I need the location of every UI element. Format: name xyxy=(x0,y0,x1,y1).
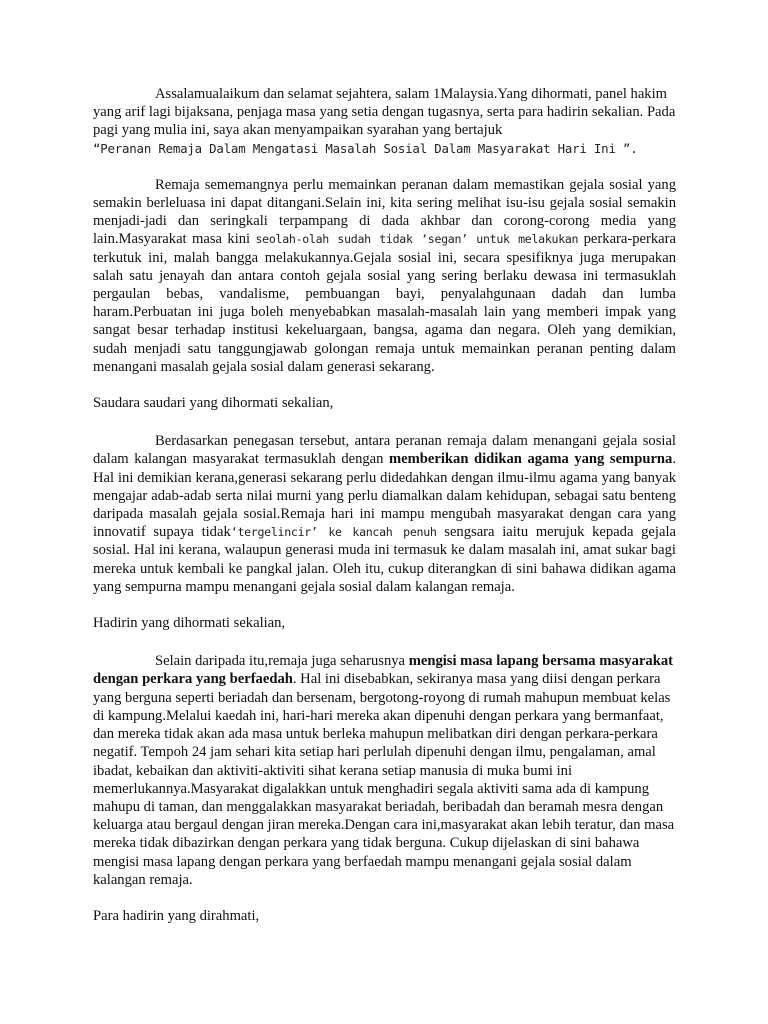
paragraph-didikan-text-c: ‘tergelincir’ ke kancah penuh xyxy=(230,525,437,540)
opening-paragraph xyxy=(93,85,676,158)
speech-title: “Peranan Remaja Dalam Mengatasi Masalah Sosial Dalam Masyarakat Hari Ini ”. xyxy=(93,140,638,156)
paragraph-didikan-text-d: sengsara iaitu merujuk kepada gejala sosial. Hal ini kerana, walaupun generasi muda ini termasuk ke dalam masalah ini, amat sukar bagi mereka untuk kembali ke pangkal jalan. Oleh itu, cukup diterangkan di sini bahawa didikan agama yang sempurna mampu menangani gejala sosial dalam kalangan remaja. xyxy=(93,524,676,595)
paragraph-remaja-text-b: seolah-olah sudah tidak ‘segan’ untuk melakukan xyxy=(255,232,579,247)
paragraph-didikan-text-a: Berdasarkan penegasan tersebut, antara peranan remaja dalam menangani gejala sosial dalam kalangan masyarakat termasuklah dengan xyxy=(93,433,676,468)
salutation-para-hadirin: Para hadirin yang dirahmati, xyxy=(93,907,260,924)
opening-text: Assalamualaikum dan selamat sejahtera, salam 1Malaysia.Yang dihormati, panel hakim yang arif lagi bijaksana, penjaga masa yang setia dengan tugasnya, serta para hadirin sekalian. Pada pagi yang mulia ini, saya akan menyampaikan syarahan yang bertajuk xyxy=(93,86,676,139)
paragraph-masa-text-a: Selain daripada itu,remaja juga seharusnya xyxy=(155,653,409,670)
paragraph-masa-text-b: . Hal ini disebabkan, sekiranya masa yang diisi dengan perkara yang berguna seperti beriadah dan bersenam, bergotong-royong di rumah mahupun membuat kelas di kampung.Melalui kaedah ini, hari-hari mereka akan dipenuhi dengan perkara yang bermanfaat, dan mereka tidak akan ada masa untuk berleka mahupun melibatkan diri dengan perkara-perkara negatif. Tempoh 24 jam sehari kita setiap hari perlulah dipenuhi dengan ilmu, pengalaman, amal ibadat, kebaikan dan aktiviti-aktiviti sihat kerana setiap manusia di muka bumi ini memerlukannya.Masyarakat digalakkan untuk menghadiri segala aktiviti sama ada di kampung mahupu di taman, dan menggalakkan masyarakat beriadah, beribadah dan beramah mesra dengan keluarga atau bergaul dengan jiran mereka.Dengan cara ini,masyarakat akan lebih teratur, dan masa mereka tidak dibazirkan dengan perkara yang tidak berguna. Cukup dijelaskan di sini bahawa mengisi masa lapang dengan perkara yang berfaedah mampu menangani gejala sosial dalam kalangan remaja. xyxy=(93,671,675,888)
paragraph-didikan-bold: memberikan didikan agama yang sempurna xyxy=(389,451,673,468)
paragraph-masa-lapang xyxy=(93,652,676,889)
document-page xyxy=(93,85,676,943)
paragraph-remaja-text-a: Remaja sememangnya perlu memainkan peranan dalam memastikan gejala sosial yang semakin berleluasa ini dapat ditangani.Selain ini, kita sering melihat isu-isu gejala sosial semakin menjadi-jadi dan seringkali terpampang di dada akhbar dan corong-corong media yang lain.Masyarakat masa kini xyxy=(93,176,676,248)
salutation-hadirin: Hadirin yang dihormati sekalian, xyxy=(93,615,286,632)
paragraph-remaja xyxy=(93,176,676,376)
paragraph-masa-bold: mengisi masa lapang bersama masyarakat dengan perkara yang berfaedah xyxy=(93,653,673,688)
paragraph-didikan-text-b: . Hal ini demikian kerana,generasi sekarang perlu didedahkan dengan ilmu-ilmu agama yang banyak mengajar adab-adab serta nilai murni yang perlu diamalkan dalam kehidupan, sebagai satu benteng daripada masalah gejala sosial.Remaja hari ini mampu mengubah masyarakat dengan cara yang innovatif supaya tidak xyxy=(93,451,676,541)
paragraph-remaja-text-c: perkara-perkara terkutuk ini, malah bangga melakukannya.Gejala sosial ini, secara spesifiknya juga merupakan salah satu jenayah dan antara contoh gejala sosial yang sering berlaku dewasa ini termasuklah pergaulan bebas, vandalisme, pembuangan bayi, penyalahgunaan dadah dan lumba haram.Perbuatan ini juga boleh menyebabkan masalah-masalah lain yang memberi impak yang sangat besar terhadap institusi kekeluargaan, bangsa, agama dan negara. Oleh yang demikian, sudah menjadi satu tanggungjawab golongan remaja untuk memainkan peranan penting dalam menangani masalah gejala sosial dalam generasi sekarang. xyxy=(93,231,676,375)
paragraph-didikan-agama xyxy=(93,432,676,596)
salutation-saudara: Saudara saudari yang dihormati sekalian, xyxy=(93,395,334,412)
